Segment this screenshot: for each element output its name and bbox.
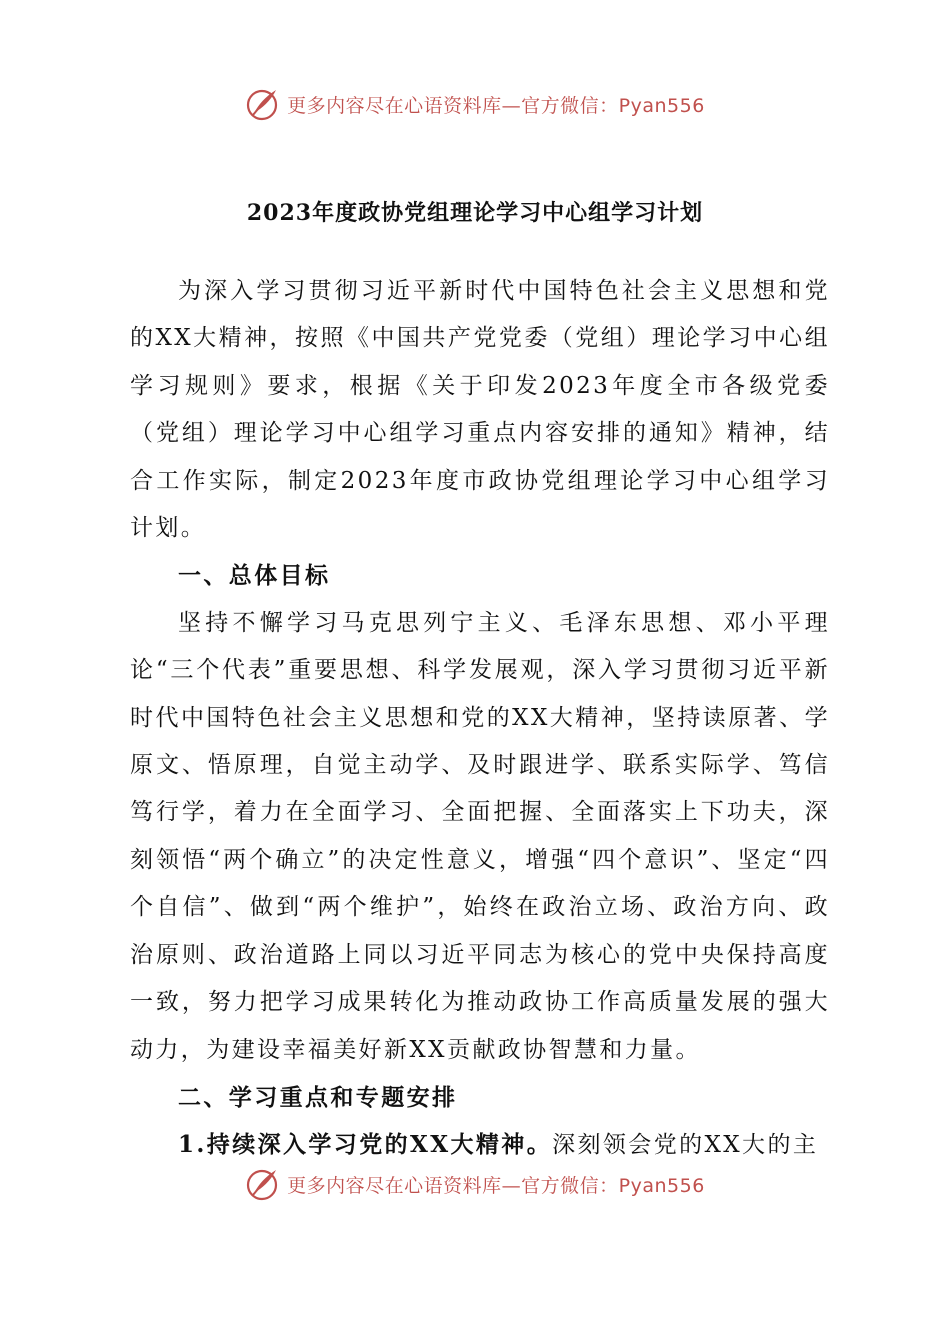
item-paragraph bbox=[130, 1121, 830, 1169]
banner-text bbox=[287, 1171, 705, 1198]
section-heading-focus: 二、学习重点和专题安排 bbox=[178, 1083, 458, 1111]
banner-text bbox=[287, 91, 705, 118]
document-body bbox=[130, 268, 830, 1170]
section-heading-goals: 一、总体目标 bbox=[178, 562, 331, 590]
quill-logo-icon bbox=[245, 86, 281, 122]
quill-logo-icon bbox=[245, 1166, 281, 1202]
banner-label: 更多内容尽在心语资料库—官方微信： bbox=[287, 94, 619, 117]
header-banner bbox=[0, 84, 950, 124]
item-body: 深刻领会党的XX大的主 bbox=[552, 1132, 819, 1159]
footer-banner bbox=[0, 1164, 950, 1204]
document-title: 2023年度政协党组理论学习中心组学习计划 bbox=[246, 200, 704, 226]
item-lead: 1.持续深入学习党的XX大精神。 bbox=[178, 1131, 553, 1159]
banner-label: 更多内容尽在心语资料库—官方微信： bbox=[287, 1174, 619, 1197]
goals-paragraph: 坚持不懈学习马克思列宁主义、毛泽东思想、邓小平理论“三个代表”重要思想、科学发展观，深入学习贯彻习近平新时代中国特色社会主义思想和党的XX大精神，坚持读原著、学原文、悟原理，自觉主动学、及时跟进学、联系实际学、笃信笃行学，着力在全面学习、全面把握、全面落实上下功夫，深刻领悟“两个确立”的决定性意义，增强“四个意识”、坚定“四个自信”、做到“两个维护”，始终在政治立场、政治方向、政治原则、政治道路上同以习近平同志为核心的党中央保持高度一致，努力把学习成果转化为推动政协工作高质量发展的强大动力，为建设幸福美好新XX贡献政协智慧和力量。 bbox=[130, 609, 830, 1063]
wechat-id: Pyan556 bbox=[618, 94, 705, 117]
intro-paragraph: 为深入学习贯彻习近平新时代中国特色社会主义思想和党的XX大精神，按照《中国共产党党委（党组）理论学习中心组学习规则》要求，根据《关于印发2023年度全市各级党委（党组）理论学习中心组学习重点内容安排的通知》精神，结合工作实际，制定2023年度市政协党组理论学习中心组学习计划。 bbox=[130, 278, 830, 542]
wechat-id: Pyan556 bbox=[618, 1174, 705, 1197]
